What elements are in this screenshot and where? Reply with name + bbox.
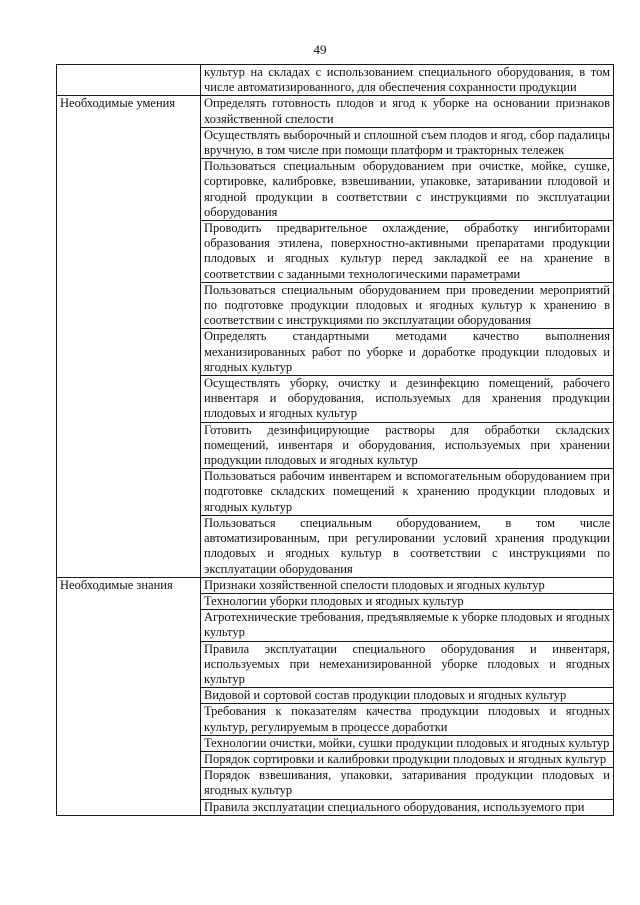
table-cell: Определять готовность плодов и ягод к уборке на основании признаков хозяйственной спелости [201, 96, 614, 127]
table-cell: Технологии очистки, мойки, сушки продукции плодовых и ягодных культур [201, 735, 614, 751]
table-cell: Проводить предварительное охлаждение, обработку ингибиторами образования этилена, поверхностно-активными препаратами продукции плодовых и ягодных культур перед закладкой ее на хранение в соответствии с заданными технологическими параметрами [201, 221, 614, 283]
table-cell: Готовить дезинфицирующие растворы для обработки складских помещений, инвентаря и оборудования, используемых при хранении продукции плодовых и ягодных культур [201, 422, 614, 469]
table-cell: Правила эксплуатации специального оборудования, используемого при [201, 799, 614, 815]
table-row [57, 65, 614, 96]
table-cell: Правила эксплуатации специального оборудования и инвентаря, используемых при немеханизированной уборке плодовых и ягодных культур [201, 641, 614, 688]
row-label-knowledge: Необходимые знания [57, 577, 201, 815]
row-label-empty [57, 65, 201, 96]
table-cell: Порядок взвешивания, упаковки, затаривания продукции плодовых и ягодных культур [201, 768, 614, 799]
table-cell: Признаки хозяйственной спелости плодовых и ягодных культур [201, 577, 614, 593]
table-cell: Определять стандартными методами качество выполнения механизированных работ по уборке и доработке продукции плодовых и ягодных культур [201, 329, 614, 376]
table-cell: Пользоваться специальным оборудованием при проведении мероприятий по подготовке продукции плодовых и ягодных культур к хранению в соответствии с инструкциями по эксплуатации оборудования [201, 282, 614, 329]
table-cell: Осуществлять уборку, очистку и дезинфекцию помещений, рабочего инвентаря и оборудования, используемых для хранения продукции плодовых и ягодных культур [201, 376, 614, 423]
row-label-skills: Необходимые умения [57, 96, 201, 577]
table-cell: Агротехнические требования, предъявляемые к уборке плодовых и ягодных культур [201, 610, 614, 641]
table-cell: Пользоваться специальным оборудованием, в том числе автоматизированным, при регулировании условий хранения продукции плодовых и ягодных культур в соответствии с инструкциями по эксплуатации оборудования [201, 515, 614, 577]
table-cell: культур на складах с использованием специального оборудования, в том числе автоматизированного, для обеспечения сохранности продукции [201, 65, 614, 96]
table-cell: Пользоваться специальным оборудованием при очистке, мойке, сушке, сортировке, калибровке, взвешивании, упаковке, затаривании плодовой и ягодной продукции в соответствии с инструкциями по эксплуатации оборудования [201, 159, 614, 221]
table-cell: Осуществлять выборочный и сплошной съем плодов и ягод, сбор падалицы вручную, в том числе при помощи платформ и тракторных тележек [201, 127, 614, 158]
competency-table [56, 64, 614, 816]
table-cell: Порядок сортировки и калибровки продукции плодовых и ягодных культур [201, 751, 614, 767]
table-row [57, 96, 614, 127]
page-number: 49 [313, 42, 327, 57]
table-cell: Технологии уборки плодовых и ягодных культур [201, 593, 614, 609]
table-cell: Требования к показателям качества продукции плодовых и ягодных культур, регулируемым в процессе доработки [201, 704, 614, 735]
table-row [57, 577, 614, 593]
table-cell: Видовой и сортовой состав продукции плодовых и ягодных культур [201, 688, 614, 704]
table-cell: Пользоваться рабочим инвентарем и вспомогательным оборудованием при подготовке складских помещений к хранению продукции плодовых и ягодных культур [201, 469, 614, 516]
